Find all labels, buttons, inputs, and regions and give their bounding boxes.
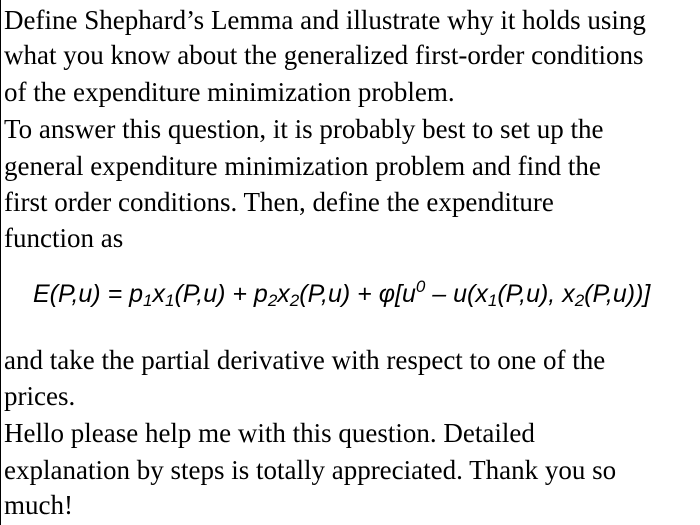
expenditure-function-equation [33, 276, 650, 312]
eq-part: (P,u), x [497, 280, 575, 308]
eq-subscript: 2 [574, 291, 585, 310]
question-line-5: general expenditure minimization problem and find the [4, 151, 601, 181]
eq-part: (P,u))] [584, 280, 651, 308]
question-line-2: what you know about the generalized first-order conditions [4, 40, 644, 70]
followup-line-3: Hello please help me with this question. Detailed [4, 418, 535, 448]
eq-part: – u(x [425, 280, 488, 308]
question-line-4: To answer this question, it is probably best to set up the [4, 114, 604, 144]
eq-subscript: 2 [267, 291, 278, 310]
eq-part: x [277, 280, 290, 308]
eq-subscript: 1 [143, 291, 153, 310]
followup-line-4: explanation by steps is totally appreciated. Thank you so [4, 455, 617, 485]
eq-part: E(P,u) = p [33, 280, 144, 308]
eq-part: x [152, 280, 165, 308]
eq-subscript: 2 [289, 291, 300, 310]
question-line-1: Define Shephard’s Lemma and illustrate why it holds using [4, 5, 646, 35]
eq-part: (P,u) + p [174, 280, 268, 308]
question-line-7: function as [4, 223, 124, 253]
eq-subscript: 1 [165, 291, 175, 310]
followup-line-5: much! [4, 490, 73, 520]
followup-line-2: prices. [4, 381, 76, 411]
question-line-6: first order conditions. Then, define the expenditure [4, 187, 554, 217]
eq-subscript: 1 [487, 291, 498, 310]
eq-superscript: 0 [415, 277, 426, 296]
followup-line-1: and take the partial derivative with respect to one of the [4, 345, 606, 375]
question-line-3: of the expenditure minimization problem. [4, 77, 455, 107]
eq-part: (P,u) + φ[u [299, 280, 416, 308]
